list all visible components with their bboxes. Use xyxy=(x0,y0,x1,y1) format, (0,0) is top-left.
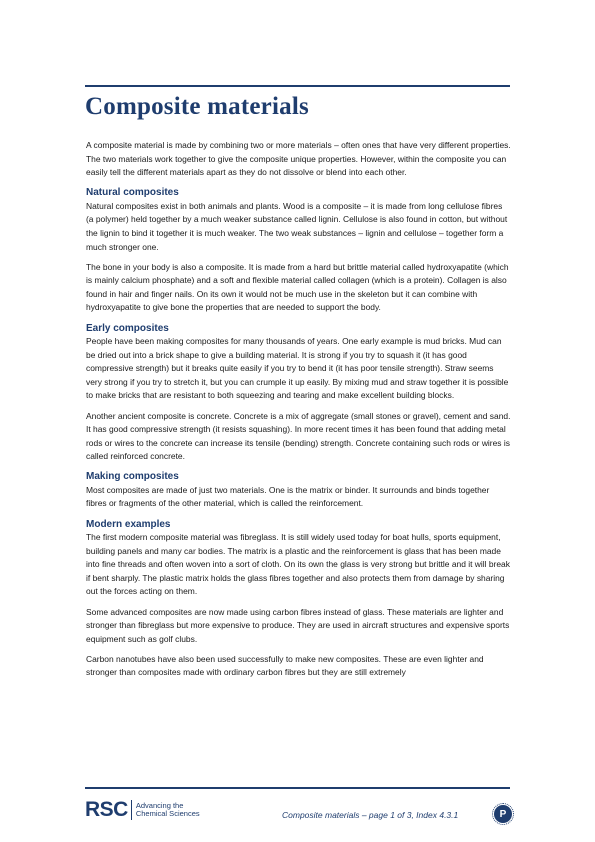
logo-tagline-line-2: Chemical Sciences xyxy=(135,809,200,818)
paragraph: The bone in your body is also a composite. It is made from a hard but brittle material called hydroxyapatite (which is mainly calcium phosphate) and a soft and flexible material called collagen (which is a protein). Collagen is also found in hair and finger nails. On its own it would not be much use in the skeleton but it can combine with hydroxyapatite to give bone the properties that are needed to support the body. xyxy=(86,261,509,313)
paragraph: Natural composites exist in both animals and plants. Wood is a composite – it is made from long cellulose fibres (a polymer) held together by a much weaker substance called lignin. Cellulose is also found in cotton, but without the lignin to bind it together it is much weaker. The two weak substances – lignin and cellulose – together form a much stronger one. xyxy=(86,200,508,252)
header-rule xyxy=(85,85,510,87)
paragraph: Carbon nanotubes have also been used successfully to make new composites. These are even lighter and stronger than composites made with ordinary carbon fibres but they are still extremely xyxy=(86,653,484,678)
footer-rule xyxy=(85,787,510,789)
logo-divider xyxy=(131,800,132,820)
logo-tagline-line-1: Advancing the xyxy=(135,800,184,810)
section-heading-modern: Modern examples xyxy=(86,518,171,530)
paragraph: Another ancient composite is concrete. Concrete is a mix of aggregate (small stones or gravel), cement and sand. It has good compressive strength (it resists squashing). In more recent times it has been found that adding metal rods or wires to the concrete can increase its tensile (bending) strength. Concrete containing such rods or wires is called reinforced concrete. xyxy=(86,410,511,462)
section-heading-early: Early composites xyxy=(86,322,169,334)
logo-tagline xyxy=(136,802,200,819)
section-heading-making: Making composites xyxy=(86,471,179,483)
paragraph: People have been making composites for many thousands of years. One early example is mud bricks. Mud can be dried out into a brick shape to give a building material. It is strong if you try to squash it (it has good compressive strength) but it breaks quite easily if you try to bend it (it has poor tensile strength). Straw seems very strong if you try to stretch it, but you can crumple it up easily. By mixing mud and straw together it is possible to make bricks that are resistant to both squeezing and tearing and make excellent building blocks. xyxy=(86,336,509,401)
page-title: Composite materials xyxy=(85,93,309,120)
page-info: Composite materials – page 1 of 3, Index 4.3.1 xyxy=(282,810,459,820)
rsc-logo xyxy=(85,799,200,821)
paragraph: Most composites are made of just two materials. One is the matrix or binder. It surrounds and binds together fibres or fragments of the other material, which is called the reinforcement. xyxy=(86,484,490,509)
badge-icon: P xyxy=(494,805,512,823)
paragraph: The first modern composite material was fibreglass. It is still widely used today for boat hulls, sports equipment, building panels and many car bodies. The matrix is a plastic and the reinforcement is glass that has been made into fine threads and often woven into a sort of cloth. On its own the glass is very strong but brittle and it will break if bent sharply. The plastic matrix holds the glass fibres together and also protects them from damage by sharing out the forces acting on them. xyxy=(86,532,510,597)
logo-wordmark: RSC xyxy=(85,798,128,821)
section-heading-natural: Natural composites xyxy=(86,187,179,199)
intro-paragraph: A composite material is made by combining two or more materials – often ones that have very different properties. The two materials work together to give the composite unique properties. However, within the composite you can easily tell the different materials apart as they do not dissolve or blend into each other. xyxy=(86,140,511,178)
document-body xyxy=(86,139,511,687)
paragraph: Some advanced composites are now made using carbon fibres instead of glass. These materials are lighter and stronger than fibreglass but more expensive to produce. They are used in aircraft structures and expensive sports equipment such as golf clubs. xyxy=(86,606,510,644)
